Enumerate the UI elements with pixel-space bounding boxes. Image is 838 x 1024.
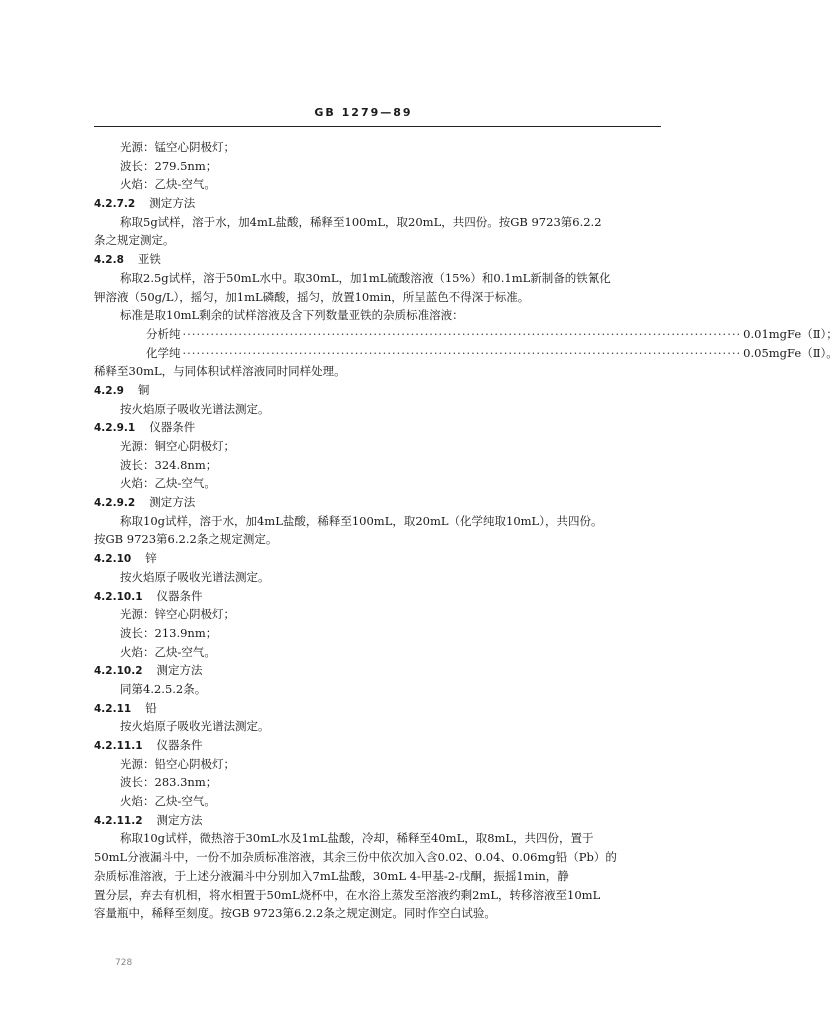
text-line: 火焰：乙炔-空气。 — [120, 644, 216, 659]
grade-label: 分析纯 — [146, 326, 181, 341]
section-heading — [94, 549, 660, 568]
section-title: 测定方法 — [156, 663, 203, 678]
section-title: 测定方法 — [156, 812, 203, 827]
section-heading — [94, 699, 660, 718]
section-number: 4.2.9 — [94, 384, 124, 397]
section-number: 4.2.9.1 — [94, 422, 136, 435]
text-line: 按火焰原子吸收光谱法测定。 — [120, 719, 270, 734]
section-heading — [94, 381, 660, 400]
standard-amount-row — [94, 325, 838, 344]
text-line: 置分层，弃去有机相，将水相置于50mL烧杯中，在水浴上蒸发至溶液约剩2mL，转移溶液至10mL — [94, 887, 601, 902]
text-line: 光源：锰空心阴极灯； — [120, 140, 235, 154]
section-title: 亚铁 — [137, 252, 161, 267]
section-title: 仪器条件 — [156, 738, 203, 752]
section-number: 4.2.7.2 — [94, 198, 136, 211]
text-line: 波长：213.9nm； — [120, 625, 218, 640]
text-line: 称取2.5g试样，溶于50mL水中。取30mL，加1mL硫酸溶液（15%）和0.1mL新制备的铁氰化 — [120, 270, 611, 285]
text-line: 稀释至30mL，与同体积试样溶液同时同样处理。 — [94, 364, 346, 379]
text-line: 火焰：乙炔-空气。 — [120, 177, 216, 192]
section-number: 4.2.10.1 — [94, 590, 143, 603]
document-body — [94, 138, 838, 923]
section-heading — [94, 661, 660, 680]
text-line: 波长：324.8nm； — [120, 457, 218, 472]
text-line: 按火焰原子吸收光谱法测定。 — [120, 401, 270, 416]
section-heading — [94, 493, 660, 512]
section-number: 4.2.10.2 — [94, 665, 143, 678]
text-line: 称取10g试样，溶于水，加4mL盐酸，稀释至100mL，取20mL（化学纯取10mL），共四份。 — [120, 513, 603, 528]
section-title: 铜 — [137, 382, 150, 397]
text-line: 光源：锌空心阴极灯； — [120, 607, 235, 622]
text-line: 波长：283.3nm； — [120, 775, 218, 790]
text-line: 火焰：乙炔-空气。 — [120, 794, 216, 809]
section-number: 4.2.11.2 — [94, 814, 143, 827]
section-title: 仪器条件 — [149, 420, 196, 435]
section-title: 测定方法 — [149, 495, 196, 510]
text-line: 光源：铜空心阴极灯； — [120, 439, 235, 453]
text-line: 钾溶液（50g/L），摇匀，加1mL磷酸，摇匀，放置10min，所呈蓝色不得深于标准。 — [94, 289, 530, 304]
text-line: 称取5g试样，溶于水，加4mL盐酸，稀释至100mL，取20mL，共四份。按GB 9723第6.2.2 — [120, 214, 602, 229]
text-line: 容量瓶中，稀释至刻度。按GB 9723第6.2.2条之规定测定。同时作空白试验。 — [94, 906, 496, 921]
dot-leader: ························································································································ — [182, 326, 742, 341]
section-heading — [94, 736, 660, 755]
section-heading — [94, 194, 660, 213]
text-line: 50mL分液漏斗中，一份不加杂质标准溶液，其余三份中依次加入含0.02、0.04、0.06mg铅（Pb）的 — [94, 850, 617, 865]
text-line: 按GB 9723第6.2.2条之规定测定。 — [94, 532, 278, 547]
text-line: 标准是取10mL剩余的试样溶液及含下列数量亚铁的杂质标准溶液： — [120, 308, 464, 323]
section-title: 测定方法 — [149, 196, 196, 211]
section-number: 4.2.9.2 — [94, 497, 136, 510]
section-number: 4.2.8 — [94, 254, 124, 267]
grade-label: 化学纯 — [146, 345, 181, 360]
text-line: 杂质标准溶液，于上述分液漏斗中分别加入7mL盐酸，30mL 4-甲基-2-戊酮，振摇1min，静 — [94, 868, 569, 883]
text-line: 同第4.2.5.2条。 — [120, 681, 207, 696]
text-line: 波长：279.5nm； — [120, 158, 218, 173]
grade-value: 0.01mgFe（Ⅱ）； — [743, 326, 838, 341]
text-line: 按火焰原子吸收光谱法测定。 — [120, 569, 270, 584]
header-rule — [94, 126, 661, 127]
section-number: 4.2.11.1 — [94, 740, 143, 752]
standard-amount-row — [94, 344, 838, 363]
section-number: 4.2.11 — [94, 702, 132, 715]
section-title: 锌 — [145, 551, 157, 566]
section-number: 4.2.10 — [94, 553, 132, 566]
text-line: 火焰：乙炔-空气。 — [120, 476, 216, 491]
text-line: 光源：铅空心阴极灯； — [120, 756, 235, 771]
section-heading — [94, 811, 660, 830]
text-line: 条之规定测定。 — [94, 233, 175, 248]
section-heading — [94, 250, 660, 269]
dot-leader: ························································································································ — [182, 345, 742, 360]
section-heading — [94, 587, 660, 606]
section-heading — [94, 418, 660, 437]
page-number: 728 — [115, 958, 133, 968]
section-title: 仪器条件 — [156, 588, 203, 603]
page-header: GB 1279—89 — [314, 106, 413, 119]
section-title: 铅 — [145, 700, 157, 715]
grade-value: 0.05mgFe（Ⅱ）。 — [743, 345, 838, 360]
text-line: 称取10g试样，微热溶于30mL水及1mL盐酸，冷却，稀释至40mL，取8mL，共四份，置于 — [120, 831, 594, 846]
